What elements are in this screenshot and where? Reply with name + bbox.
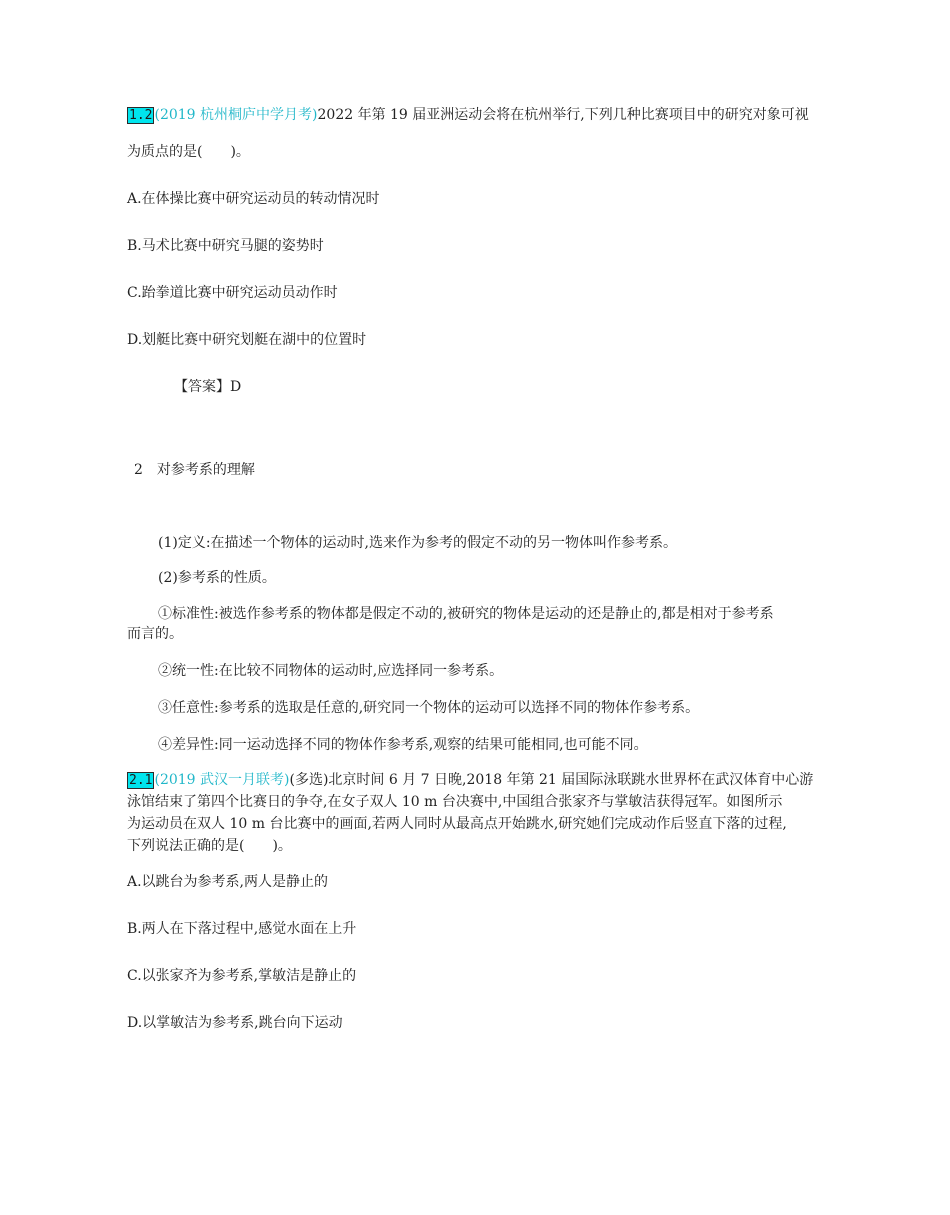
question-1-answer: 【答案】D bbox=[174, 379, 242, 395]
section-2-property-1-line2: 而言的。 bbox=[127, 626, 183, 642]
question-1-source: (2019 杭州桐庐中学月考) bbox=[154, 107, 318, 123]
question-1-option-a: A.在体操比赛中研究运动员的转动情况时 bbox=[127, 191, 380, 207]
question-2-stem-line3: 为运动员在双人 10 m 台比赛中的画面,若两人同时从最高点开始跳水,研究她们完成动作后竖直下落的过程, bbox=[127, 816, 787, 832]
question-1-option-c: C.跆拳道比赛中研究运动员动作时 bbox=[127, 285, 338, 301]
question-1-option-b: B.马术比赛中研究马腿的姿势时 bbox=[127, 238, 324, 254]
section-2-property-title: (2)参考系的性质。 bbox=[158, 570, 276, 586]
question-1-stem-line2: 为质点的是( )。 bbox=[127, 144, 250, 160]
question-2-stem-line1: (多选)北京时间 6 月 7 日晚,2018 年第 21 届国际泳联跳水世界杯在武汉体育中心游 bbox=[289, 772, 814, 788]
question-1-number: 1.2 bbox=[129, 108, 153, 123]
question-1-option-d: D.划艇比赛中研究划艇在湖中的位置时 bbox=[127, 332, 367, 348]
section-2-property-4: ④差异性:同一运动选择不同的物体作参考系,观察的结果可能相同,也可能不同。 bbox=[158, 737, 648, 753]
question-2-number: 2.1 bbox=[129, 773, 153, 788]
question-2-option-d: D.以掌敏洁为参考系,跳台向下运动 bbox=[127, 1015, 343, 1031]
section-2-definition: (1)定义:在描述一个物体的运动时,选来作为参考的假定不动的另一物体叫作参考系。 bbox=[158, 535, 677, 551]
section-2-property-3: ③任意性:参考系的选取是任意的,研究同一个物体的运动可以选择不同的物体作参考系。 bbox=[158, 700, 700, 716]
section-2-property-2: ②统一性:在比较不同物体的运动时,应选择同一参考系。 bbox=[158, 663, 504, 679]
question-2-option-b: B.两人在下落过程中,感觉水面在上升 bbox=[127, 921, 357, 937]
question-2-source: (2019 武汉一月联考) bbox=[154, 772, 290, 788]
question-2-stem-line4: 下列说法正确的是( )。 bbox=[127, 838, 292, 854]
question-2-stem-line2: 泳馆结束了第四个比赛日的争夺,在女子双人 10 m 台决赛中,中国组合张家齐与掌敏洁获得冠军。如图所示 bbox=[127, 794, 783, 810]
section-2-property-1-line1: ①标准性:被选作参考系的物体都是假定不动的,被研究的物体是运动的还是静止的,都是相对于参考系 bbox=[158, 606, 774, 622]
question-1-line1 bbox=[127, 105, 809, 126]
question-2-line1 bbox=[127, 770, 813, 791]
section-2-heading: 2 对参考系的理解 bbox=[134, 462, 255, 478]
question-2-option-c: C.以张家齐为参考系,掌敏洁是静止的 bbox=[127, 968, 357, 984]
question-1-stem-line1: 2022 年第 19 届亚洲运动会将在杭州举行,下列几种比赛项目中的研究对象可视 bbox=[317, 107, 809, 123]
question-2-option-a: A.以跳台为参考系,两人是静止的 bbox=[127, 874, 329, 890]
